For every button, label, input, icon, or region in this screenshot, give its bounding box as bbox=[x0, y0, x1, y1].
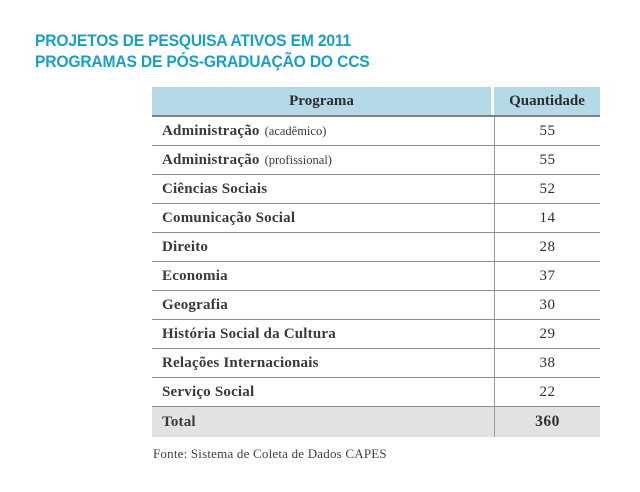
table-total-row bbox=[152, 407, 600, 437]
quantity-value: 55 bbox=[494, 117, 600, 145]
program-cell bbox=[152, 378, 494, 406]
table-body bbox=[152, 117, 600, 407]
table-row bbox=[152, 233, 600, 262]
table-row bbox=[152, 146, 600, 175]
table-row bbox=[152, 262, 600, 291]
page-title bbox=[35, 30, 370, 72]
table-row bbox=[152, 117, 600, 146]
program-name: Administração bbox=[162, 151, 260, 168]
table-row bbox=[152, 291, 600, 320]
table-header-row bbox=[152, 87, 600, 117]
program-cell bbox=[152, 262, 494, 290]
program-name: Direito bbox=[162, 238, 209, 255]
source-note: Fonte: Sistema de Coleta de Dados CAPES bbox=[153, 446, 387, 461]
program-cell bbox=[152, 175, 494, 203]
program-name: Comunicação Social bbox=[162, 209, 296, 226]
program-name: Ciências Sociais bbox=[162, 180, 268, 197]
program-cell bbox=[152, 349, 494, 377]
program-cell bbox=[152, 146, 494, 174]
column-header-programa: Programa bbox=[152, 87, 494, 115]
program-cell bbox=[152, 320, 494, 348]
program-cell bbox=[152, 233, 494, 261]
quantity-value: 38 bbox=[494, 349, 600, 377]
quantity-value: 55 bbox=[494, 146, 600, 174]
quantity-value: 28 bbox=[494, 233, 600, 261]
program-name: Serviço Social bbox=[162, 383, 255, 400]
program-name: Administração bbox=[162, 122, 260, 139]
page-title-line1: PROJETOS DE PESQUISA ATIVOS EM 2011 bbox=[35, 31, 352, 50]
program-note: (acadêmico) bbox=[264, 123, 327, 138]
program-cell bbox=[152, 291, 494, 319]
program-cell bbox=[152, 117, 494, 145]
table-row bbox=[152, 378, 600, 407]
quantity-value: 37 bbox=[494, 262, 600, 290]
table-row bbox=[152, 204, 600, 233]
program-cell bbox=[152, 204, 494, 232]
program-name: Geografia bbox=[162, 296, 228, 313]
column-header-quantidade: Quantidade bbox=[509, 92, 585, 109]
program-name: Relações Internacionais bbox=[162, 354, 319, 371]
table-row bbox=[152, 320, 600, 349]
program-note: (profissional) bbox=[264, 152, 332, 167]
program-name: Economia bbox=[162, 267, 228, 284]
quantity-value: 14 bbox=[494, 204, 600, 232]
total-label: Total bbox=[162, 413, 196, 430]
total-value: 360 bbox=[494, 407, 600, 437]
quantity-value: 29 bbox=[494, 320, 600, 348]
program-name: História Social da Cultura bbox=[162, 325, 336, 342]
quantity-value: 52 bbox=[494, 175, 600, 203]
table-row bbox=[152, 175, 600, 204]
quantity-value: 30 bbox=[494, 291, 600, 319]
quantity-value: 22 bbox=[494, 378, 600, 406]
table-row bbox=[152, 349, 600, 378]
data-table bbox=[152, 87, 600, 437]
page-title-line2: PROGRAMAS DE PÓS-GRADUAÇÃO DO CCS bbox=[35, 52, 370, 71]
